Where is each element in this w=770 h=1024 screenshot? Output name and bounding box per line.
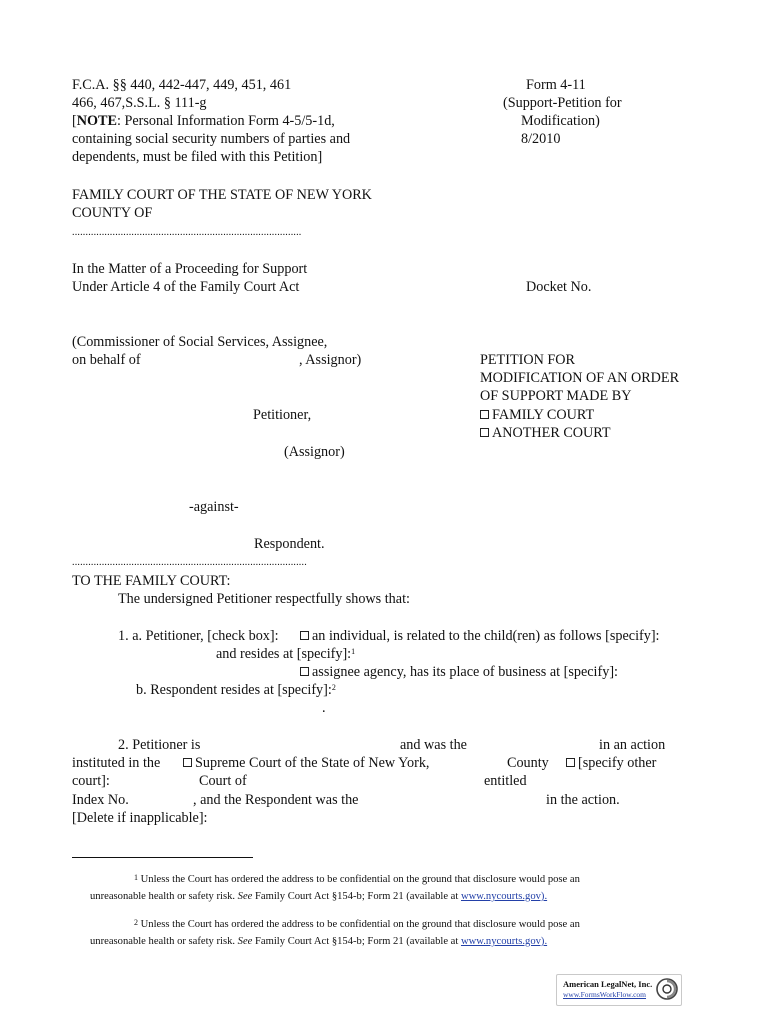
respondent-was-label: , and the Respondent was the [193, 792, 359, 808]
respondent-resides-label: b. Respondent resides at [specify]:$^2$ [136, 682, 336, 698]
statute-line-1: F.C.A. §§ 440, 442-447, 449, 451, 461 [72, 77, 292, 93]
court-of-label: Court of [199, 773, 247, 789]
court-county: COUNTY OF [72, 205, 153, 221]
note-line-2: containing social security numbers of parties and [72, 131, 351, 147]
family-court-checkbox[interactable] [480, 410, 489, 419]
index-number-label: Index No. [72, 792, 129, 808]
paragraph-1a-label: 1. a. Petitioner, [check box]: [118, 628, 279, 644]
swirl-logo-icon [655, 977, 679, 1001]
and-was-the-label: and was the [400, 737, 467, 753]
matter-line-2: Under Article 4 of the Family Court Act [72, 279, 300, 295]
assignee-agency-option-label: assignee agency, has its place of business at [specify]: [312, 664, 618, 680]
assignee-agency-option [300, 663, 618, 681]
logo-url[interactable]: www.FormsWorkFlow.com [563, 990, 647, 999]
matter-line-1: In the Matter of a Proceeding for Support [72, 261, 308, 277]
supreme-court-option [183, 754, 429, 772]
footnote-1-line-2: unreasonable health or safety risk. See Family Court Act §154-b; Form 21 (available at www.nycourts.gov). [90, 891, 548, 902]
supreme-court-option-label: Supreme Court of the State of New York, [195, 755, 430, 771]
note-label: NOTE [76, 113, 117, 129]
county-label: County [507, 755, 549, 771]
assignor-close-label: , Assignor) [299, 352, 362, 368]
in-the-action-label: in the action. [546, 792, 620, 808]
american-legalnet-logo[interactable] [556, 974, 682, 1006]
assignee-agency-checkbox[interactable] [300, 667, 309, 676]
note-line-1: [NOTE: Personal Information Form 4-5/5-1d, [72, 113, 335, 129]
petition-title-line-1: PETITION FOR [480, 352, 575, 368]
caption-divider-bottom: ....................................................................................... [72, 557, 307, 568]
other-court-option [566, 754, 656, 772]
another-court-option-label: ANOTHER COURT [492, 425, 611, 441]
individual-checkbox[interactable] [300, 631, 309, 640]
paragraph-1b-period: . [322, 700, 326, 716]
nycourts-link-1[interactable]: www.nycourts.gov). [460, 891, 548, 902]
footnote-2-line-2: unreasonable health or safety risk. See Family Court Act §154-b; Form 21 (available at www.nycourts.gov). [90, 936, 548, 947]
petitioner-resides-label: and resides at [specify]:$^1$ [216, 646, 356, 662]
against-label: -against- [189, 499, 239, 515]
assignor-label: (Assignor) [284, 444, 345, 460]
to-the-court: TO THE FAMILY COURT: [72, 573, 231, 589]
statute-line-2: 466, 467,S.S.L. § 111-g [72, 95, 207, 111]
caption-divider-top: ..................................................................................... [72, 227, 302, 238]
petitioner-label: Petitioner, [253, 407, 312, 423]
respondent-label: Respondent. [254, 536, 325, 552]
entitled-label: entitled [484, 773, 527, 789]
footnote-ref-2: 2 [331, 683, 336, 692]
docket-number-label: Docket No. [526, 279, 592, 295]
individual-option-label: an individual, is related to the child(ren) as follows [specify]: [312, 628, 660, 644]
logo-company-name: American LegalNet, Inc. [563, 979, 653, 989]
delete-if-inapplicable: [Delete if inapplicable]: [72, 810, 208, 826]
court-name: FAMILY COURT OF THE STATE OF NEW YORK [72, 187, 372, 203]
other-court-option-label: [specify other [578, 755, 657, 771]
footnote-separator [72, 857, 253, 858]
footnote-1-line-1: $^1$ Unless the Court has ordered the address to be confidential on the ground that disclosure would pose an [134, 873, 580, 885]
form-description-1: (Support-Petition for [503, 95, 622, 111]
individual-option [300, 627, 660, 645]
instituted-in-label: instituted in the [72, 755, 161, 771]
supreme-court-checkbox[interactable] [183, 758, 192, 767]
other-court-checkbox[interactable] [566, 758, 575, 767]
paragraph-2-label: 2. Petitioner is [118, 737, 201, 753]
petition-intro: The undersigned Petitioner respectfully shows that: [118, 591, 410, 607]
form-number: Form 4-11 [526, 77, 586, 93]
petition-title-line-3: OF SUPPORT MADE BY [480, 388, 632, 404]
another-court-option [480, 424, 611, 442]
form-date: 8/2010 [521, 131, 561, 147]
petition-title-line-2: MODIFICATION OF AN ORDER [480, 370, 680, 386]
footnote-2-line-1: $^2$ Unless the Court has ordered the address to be confidential on the ground that disclosure would pose an [134, 918, 580, 930]
commissioner-line: (Commissioner of Social Services, Assignee, [72, 334, 328, 350]
note-line-3: dependents, must be filed with this Petition] [72, 149, 323, 165]
nycourts-link-2[interactable]: www.nycourts.gov). [460, 936, 548, 947]
on-behalf-of-label: on behalf of [72, 352, 141, 368]
form-description-2: Modification) [521, 113, 600, 129]
court-label: court]: [72, 773, 110, 789]
family-court-option-label: FAMILY COURT [492, 407, 595, 423]
family-court-option [480, 406, 594, 424]
in-an-action-label: in an action [599, 737, 666, 753]
footnote-ref-1: 1 [351, 647, 356, 656]
another-court-checkbox[interactable] [480, 428, 489, 437]
